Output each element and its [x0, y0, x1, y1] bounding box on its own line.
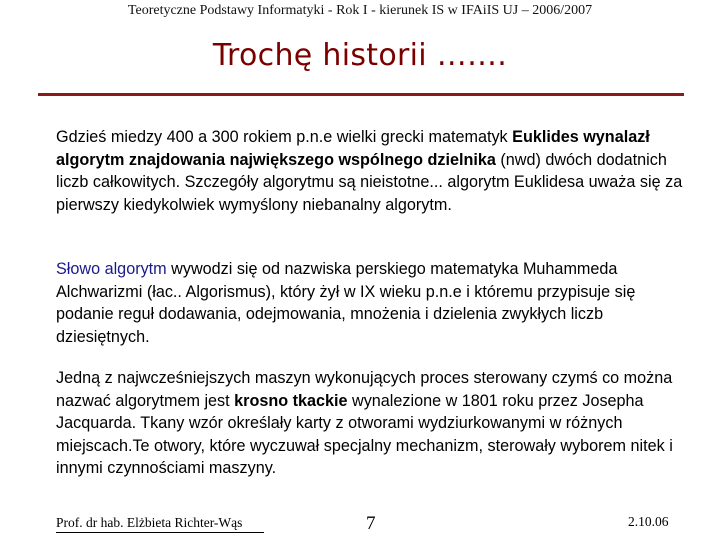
- footer-underline: [56, 532, 264, 533]
- slide-header: Teoretyczne Podstawy Informatyki - Rok I - kierunek IS w IFAiIS UJ – 2006/2007: [127, 3, 593, 18]
- title-divider: [38, 93, 684, 96]
- paragraph-3-bold: krosno tkackie: [234, 391, 348, 410]
- paragraph-krosno: [56, 367, 696, 480]
- paragraph-3-text-a: Jedną z najwcześniejszych maszyn wykonujących proces sterowany czymś co można nazwać algorytmem jest: [56, 369, 673, 410]
- paragraph-1-bold: Euklides wynalazł algorytm znajdowania największego wspólnego dzielnika: [56, 128, 650, 169]
- paragraph-2-highlight: Słowo algorytm: [56, 260, 167, 278]
- paragraph-algorytm: [56, 258, 696, 348]
- paragraph-euklides: [56, 126, 696, 216]
- paragraph-3-text-b: wynalezione w 1801 roku przez Josepha Jacquarda. Tkany wzór określały karty z otworami wydziurkowanymi w różnych miejscach.Te otwory, które wyczuwał specjalny mechanizm, sterowały wyborem nitek i innymi czynnościami maszyny.: [56, 391, 673, 477]
- footer-author: Prof. dr hab. Elżbieta Richter-Wąs: [56, 515, 243, 530]
- page-number: 7: [366, 513, 376, 534]
- paragraph-1-text-a: Gdzieś miedzy 400 a 300 rokiem p.n.e wielki grecki matematyk: [56, 128, 513, 146]
- slide-title: Trochę historii …….: [212, 38, 508, 73]
- paragraph-1-text-b: (nwd) dwóch dodatnich liczb całkowitych. Szczegóły algorytmu są nieistotne... algorytm Euklidesa uważa się za pierwszy kiedykolwiek wymyślony niebanalny algorytm.: [56, 150, 683, 214]
- paragraph-2-text: wywodzi się od nazwiska perskiego matematyka Muhammeda Alchwarizmi (łac.. Algorismus), który żył w IX wieku p.n.e i któremu przypisuje się podanie reguł dodawania, odejmowania, mnożenia i dzielenia zwykłych liczb dziesiętnych.: [56, 260, 636, 346]
- footer-date: 2.10.06: [628, 514, 669, 529]
